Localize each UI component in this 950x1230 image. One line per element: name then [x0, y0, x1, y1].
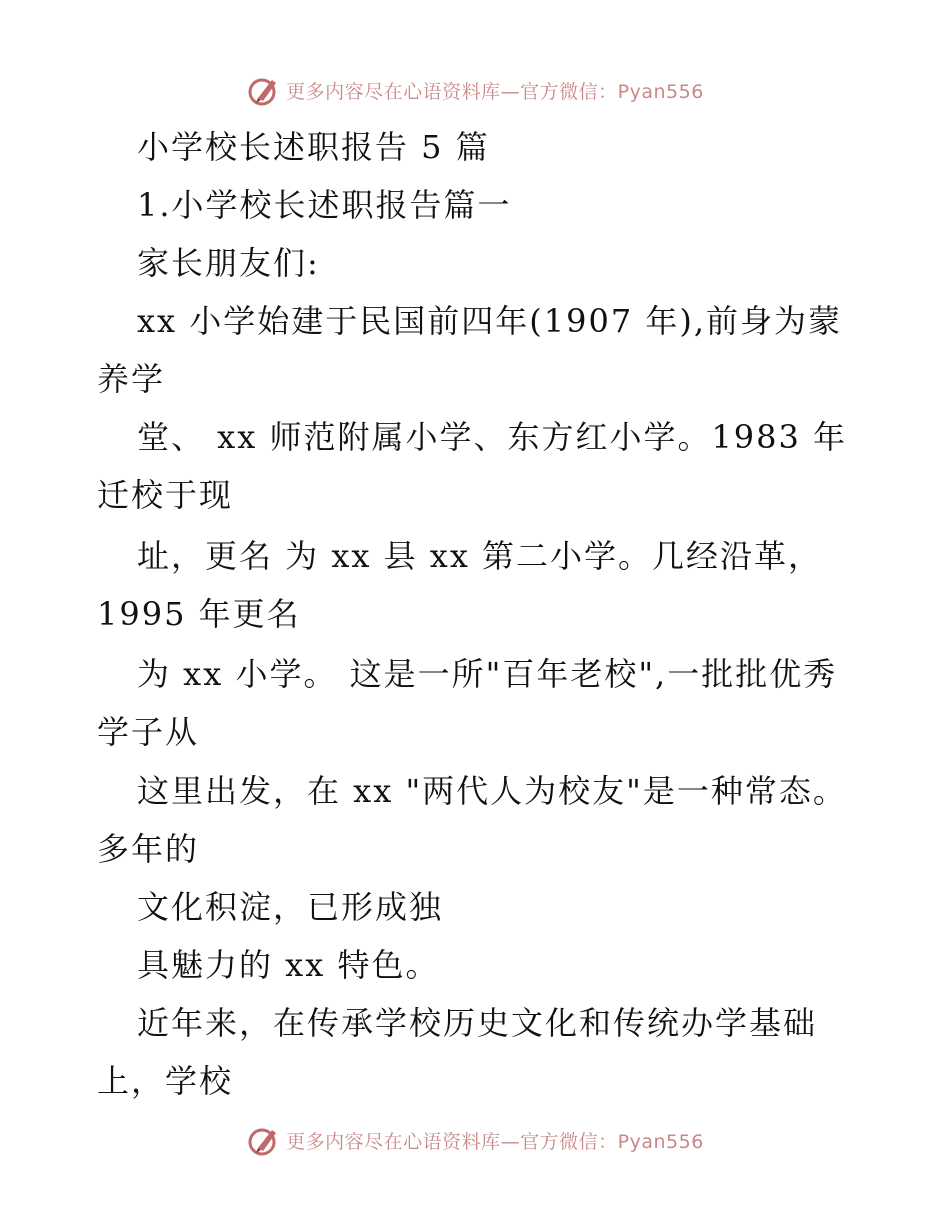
- body-line: xx 小学始建于民国前四年(1907 年),前身为蒙: [137, 302, 843, 340]
- body-line: 1995 年更名: [97, 595, 301, 633]
- body-line: 迁校于现: [97, 476, 234, 514]
- watermark-text: 更多内容尽在心语资料库—官方微信：Pyan556: [286, 80, 704, 103]
- body-line: 多年的: [97, 830, 200, 868]
- body-line: 址，更名 为 xx 县 xx 第二小学。几经沿革，: [137, 537, 823, 575]
- body-line: 学子从: [97, 713, 200, 751]
- body-line: 为 xx 小学。 这是一所"百年老校",一批批优秀: [137, 655, 838, 693]
- body-line: 上，学校: [97, 1062, 234, 1100]
- body-line: 文化积淀，已形成独: [137, 888, 444, 926]
- watermark-text: 更多内容尽在心语资料库—官方微信：Pyan556: [286, 1130, 704, 1153]
- section-heading: 1.小学校长述职报告篇一: [137, 186, 512, 224]
- watermark-footer: [0, 1120, 950, 1160]
- body-line: 具魅力的 xx 特色。: [137, 946, 440, 984]
- pen-logo-icon: [246, 1122, 282, 1158]
- body-line: 堂、 xx 师范附属小学、东方红小学。1983 年: [137, 418, 848, 456]
- watermark-header: [0, 70, 950, 110]
- body-line: 这里出发，在 xx "两代人为校友"是一种常态。: [137, 772, 847, 810]
- salutation: 家长朋友们:: [137, 244, 320, 282]
- pen-logo-icon: [246, 72, 282, 108]
- doc-title: 小学校长述职报告 5 篇: [137, 128, 490, 166]
- body-line: 近年来，在传承学校历史文化和传统办学基础: [137, 1004, 818, 1042]
- body-line: 养学: [97, 360, 166, 398]
